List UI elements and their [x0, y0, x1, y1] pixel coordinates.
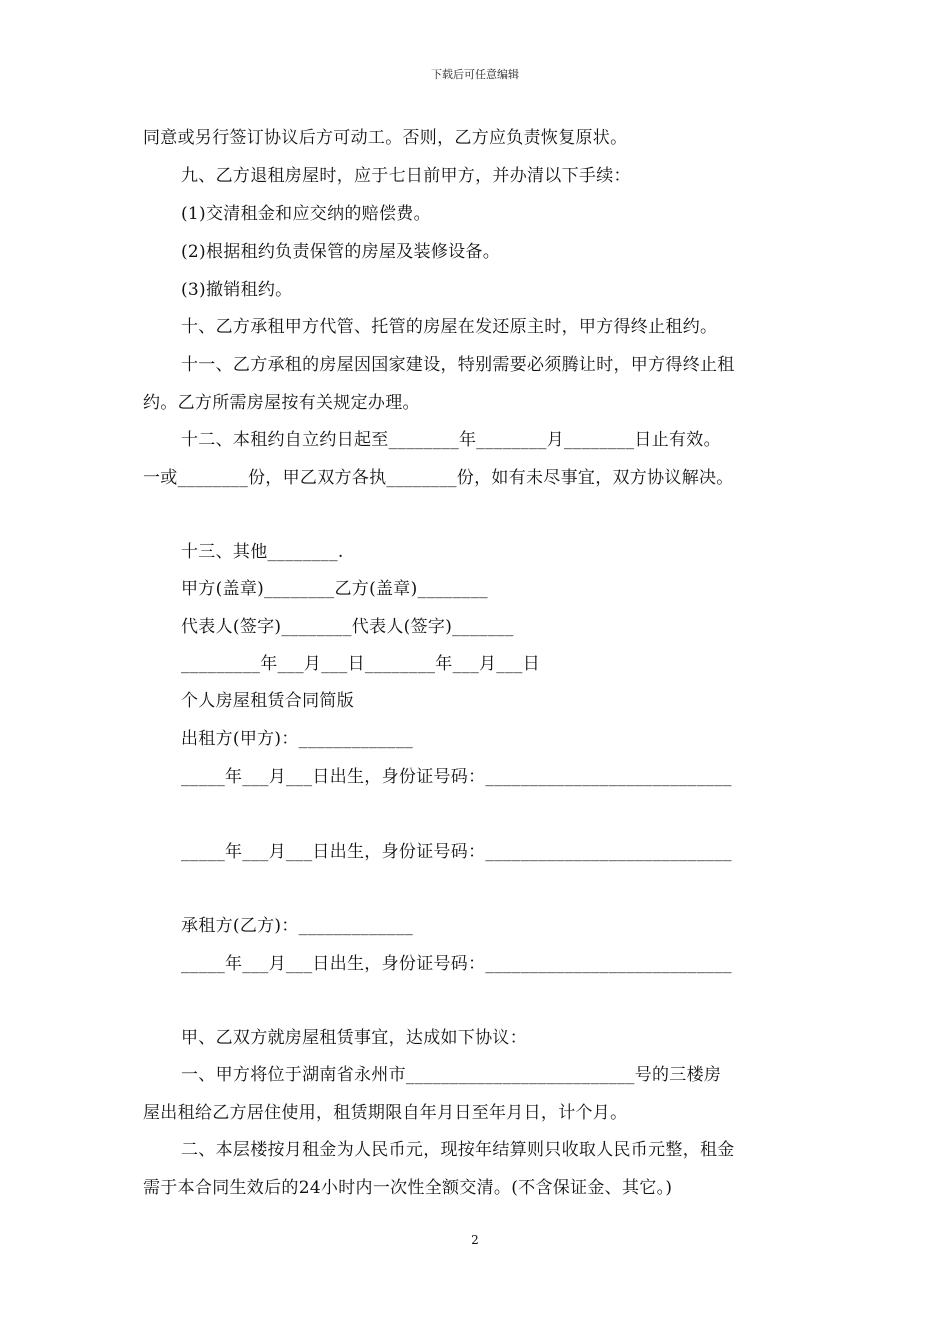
text-line: 个人房屋租赁合同简版 [181, 691, 354, 711]
text-line: 同意或另行签订协议后方可动工。否则，乙方应负责恢复原状。 [143, 128, 628, 148]
text-line: _____年___月___日出生，身份证号码：____________________________ [181, 954, 732, 974]
text-line: 一、甲方将位于湖南省永州市__________________________号的三楼房 [181, 1065, 722, 1085]
page-header: 下载后可任意编辑 [431, 68, 519, 81]
text-line: 需于本合同生效后的24小时内一次性全额交清。(不含保证金、其它。) [143, 1178, 673, 1198]
text-line: 承租方(乙方)：_____________ [181, 916, 414, 936]
text-line: 甲方(盖章)________乙方(盖章)________ [181, 579, 488, 599]
text-line: 屋出租给乙方居住使用，租赁期限自年月日至年月日，计个月。 [143, 1103, 628, 1123]
text-line: 十、乙方承租甲方代管、托管的房屋在发还原主时，甲方得终止租约。 [181, 317, 718, 337]
text-line: _____年___月___日出生，身份证号码：____________________________ [181, 842, 732, 862]
text-line: 代表人(签字)________代表人(签字)_______ [181, 617, 514, 637]
text-line: 出租方(甲方)：_____________ [181, 729, 414, 749]
text-line: (3)撤销租约。 [181, 280, 293, 300]
text-line: (1)交清租金和应交纳的赔偿费。 [181, 204, 431, 224]
text-line: 十三、其他________. [181, 542, 344, 562]
text-line: 一或________份，甲乙双方各执________份，如有未尽事宜，双方协议解决。 [143, 468, 734, 488]
page-number: 2 [471, 1233, 479, 1247]
text-line: 甲、乙双方就房屋租赁事宜，达成如下协议： [181, 1028, 527, 1048]
text-line: 约。乙方所需房屋按有关规定办理。 [143, 393, 420, 413]
text-line: 十二、本租约自立约日起至________年________月________日止有效。 [181, 430, 721, 450]
text-line: (2)根据租约负责保管的房屋及装修设备。 [181, 242, 501, 262]
text-line: 十一、乙方承租的房屋因国家建设，特别需要必须腾让时，甲方得终止租 [181, 355, 735, 375]
text-line: 九、乙方退租房屋时，应于七日前甲方，并办清以下手续： [181, 166, 631, 186]
text-line: _____年___月___日出生，身份证号码：____________________________ [181, 767, 732, 787]
text-line: 二、本层楼按月租金为人民币元，现按年结算则只收取人民币元整，租金 [181, 1140, 735, 1160]
text-line: _________年___月___日________年___月___日 [181, 654, 540, 674]
